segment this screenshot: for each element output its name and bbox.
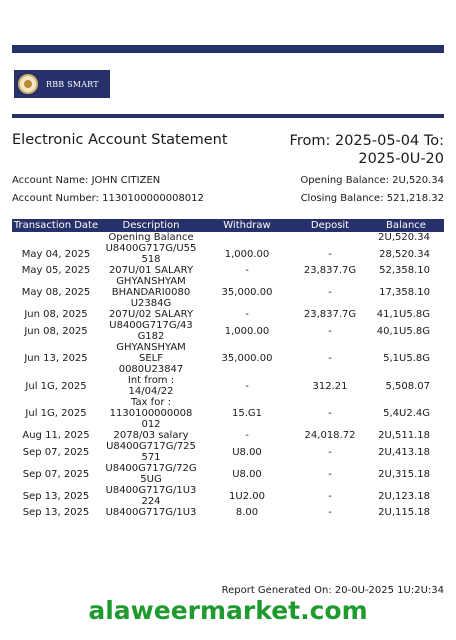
cell-withdraw: - — [245, 265, 249, 276]
cell-date: May 04, 2025 — [21, 248, 91, 260]
cell-description: GHYANSHYAM SELF 0080U23847 — [116, 342, 186, 375]
cell-description: U8400G717G/1U3 — [105, 507, 197, 518]
cell-withdraw: 8.00 — [235, 507, 259, 518]
cell-deposit: 23,837.7G — [303, 309, 357, 320]
top-accent-bar — [12, 45, 444, 53]
cell-withdraw: 1U2.00 — [229, 490, 265, 502]
cell-date: Sep 07, 2025 — [22, 468, 90, 480]
cell-withdraw: 35,000.00 — [221, 287, 273, 298]
cell-balance: 5,4U2.4G — [383, 408, 430, 419]
cell-description: 207U/01 SALARY — [108, 265, 194, 276]
cell-description: Tax for : 1130100000008 012 — [109, 397, 193, 430]
cell-balance: 2U,115.18 — [378, 507, 430, 518]
cell-withdraw: 15.G1 — [231, 408, 262, 419]
cell-description: GHYANSHYAM BHANDARI0080 U2384G — [111, 276, 191, 309]
cell-balance: 2U,413.18 — [378, 446, 430, 458]
account-number: Account Number: 1130100000008012 — [12, 193, 204, 204]
table-body — [12, 232, 444, 518]
col-description-header: Description — [122, 220, 180, 231]
cell-withdraw: 35,000.00 — [221, 353, 273, 364]
account-name: Account Name: JOHN CITIZEN — [12, 175, 161, 186]
table-row — [12, 463, 444, 485]
period-line-1: From: 2025-05-04 To: — [289, 133, 444, 149]
statement-period — [290, 132, 444, 168]
logo-text: RBB SMART — [46, 79, 99, 89]
cell-description: 207U/02 SALARY — [108, 309, 194, 320]
cell-deposit: - — [328, 248, 332, 260]
cell-date: Jun 13, 2025 — [24, 353, 88, 364]
page-title: Electronic Account Statement — [12, 132, 228, 148]
table-row — [12, 243, 444, 265]
period-line-2: 2025-0U-20 — [358, 151, 444, 167]
table-row — [12, 232, 444, 243]
cell-date: Aug 11, 2025 — [22, 430, 90, 441]
table-row — [12, 320, 444, 342]
table-row — [12, 375, 444, 397]
cell-deposit — [292, 232, 368, 243]
cell-deposit: - — [328, 446, 332, 458]
cell-deposit: - — [328, 287, 332, 298]
table-header — [12, 219, 444, 232]
cell-withdraw: - — [245, 430, 249, 441]
cell-date: Jul 1G, 2025 — [25, 380, 87, 392]
transactions-table — [12, 219, 444, 518]
table-row — [12, 265, 444, 276]
cell-balance: 2U,520.34 — [378, 232, 430, 243]
cell-description: Opening Balance — [108, 232, 194, 243]
table-row — [12, 397, 444, 430]
cell-balance: 41,1U5.8G — [376, 309, 430, 320]
cell-description: U8400G717G/1U3 224 — [105, 485, 197, 507]
col-balance-header: Balance — [386, 220, 426, 231]
cell-deposit: - — [328, 325, 332, 337]
watermark-text: alaweermarket.com — [88, 596, 368, 625]
cell-deposit: 23,837.7G — [303, 265, 357, 276]
cell-description: U8400G717G/72G 5UG — [105, 463, 197, 485]
table-row — [12, 441, 444, 463]
cell-balance: 28,520.34 — [379, 248, 430, 260]
cell-withdraw: 1,000.00 — [224, 248, 270, 260]
cell-balance: 2U,123.18 — [378, 490, 430, 502]
cell-description: Int from : 14/04/22 — [127, 375, 175, 397]
cell-balance: 2U,315.18 — [378, 468, 430, 480]
closing-balance: Closing Balance: 521,218.32 — [300, 193, 444, 204]
cell-deposit: - — [328, 468, 332, 480]
table-row — [12, 276, 444, 309]
seal-icon — [18, 74, 38, 94]
cell-balance: 17,358.10 — [379, 287, 430, 298]
cell-description: U8400G717G/725 571 — [106, 441, 196, 463]
cell-deposit: - — [328, 490, 332, 502]
cell-date: Jul 1G, 2025 — [25, 408, 87, 419]
cell-description: U8400G717G/U55 518 — [105, 243, 197, 265]
bank-logo — [14, 70, 110, 98]
cell-balance: 52,358.10 — [379, 265, 430, 276]
cell-date: Jun 08, 2025 — [24, 325, 88, 337]
cell-withdraw: U8.00 — [232, 468, 262, 480]
header-divider — [12, 114, 444, 118]
col-date-header: Transaction Date — [13, 220, 99, 231]
cell-deposit: - — [328, 353, 332, 364]
opening-balance: Opening Balance: 2U,520.34 — [300, 175, 444, 186]
table-row — [12, 507, 444, 518]
cell-withdraw: 1,000.00 — [224, 325, 270, 337]
cell-date — [12, 232, 100, 243]
report-generated: Report Generated On: 20-0U-2025 1U:2U:34 — [221, 585, 444, 596]
cell-description: 2078/03 salary — [113, 430, 189, 441]
col-deposit-header: Deposit — [310, 220, 350, 231]
cell-withdraw: U8.00 — [232, 446, 262, 458]
cell-balance: 5,1U5.8G — [383, 353, 430, 364]
cell-date: Sep 13, 2025 — [22, 507, 90, 518]
cell-withdraw — [202, 232, 292, 243]
cell-date: Jun 08, 2025 — [24, 309, 88, 320]
cell-date: May 08, 2025 — [21, 287, 91, 298]
cell-balance: 5,508.07 — [385, 380, 430, 392]
cell-deposit: - — [328, 507, 332, 518]
cell-deposit: - — [328, 408, 332, 419]
cell-date: May 05, 2025 — [21, 265, 91, 276]
cell-balance: 40,1U5.8G — [376, 325, 430, 337]
cell-deposit: 312.21 — [312, 380, 348, 392]
cell-withdraw: - — [245, 309, 249, 320]
table-row — [12, 342, 444, 375]
table-row — [12, 430, 444, 441]
cell-date: Sep 07, 2025 — [22, 446, 90, 458]
table-row — [12, 485, 444, 507]
cell-balance: 2U,511.18 — [378, 430, 430, 441]
col-withdraw-header: Withdraw — [223, 220, 271, 231]
cell-withdraw: - — [245, 380, 249, 392]
cell-deposit: 24,018.72 — [304, 430, 356, 441]
cell-description: U8400G717G/43 G182 — [109, 320, 193, 342]
table-row — [12, 309, 444, 320]
cell-date: Sep 13, 2025 — [22, 490, 90, 502]
